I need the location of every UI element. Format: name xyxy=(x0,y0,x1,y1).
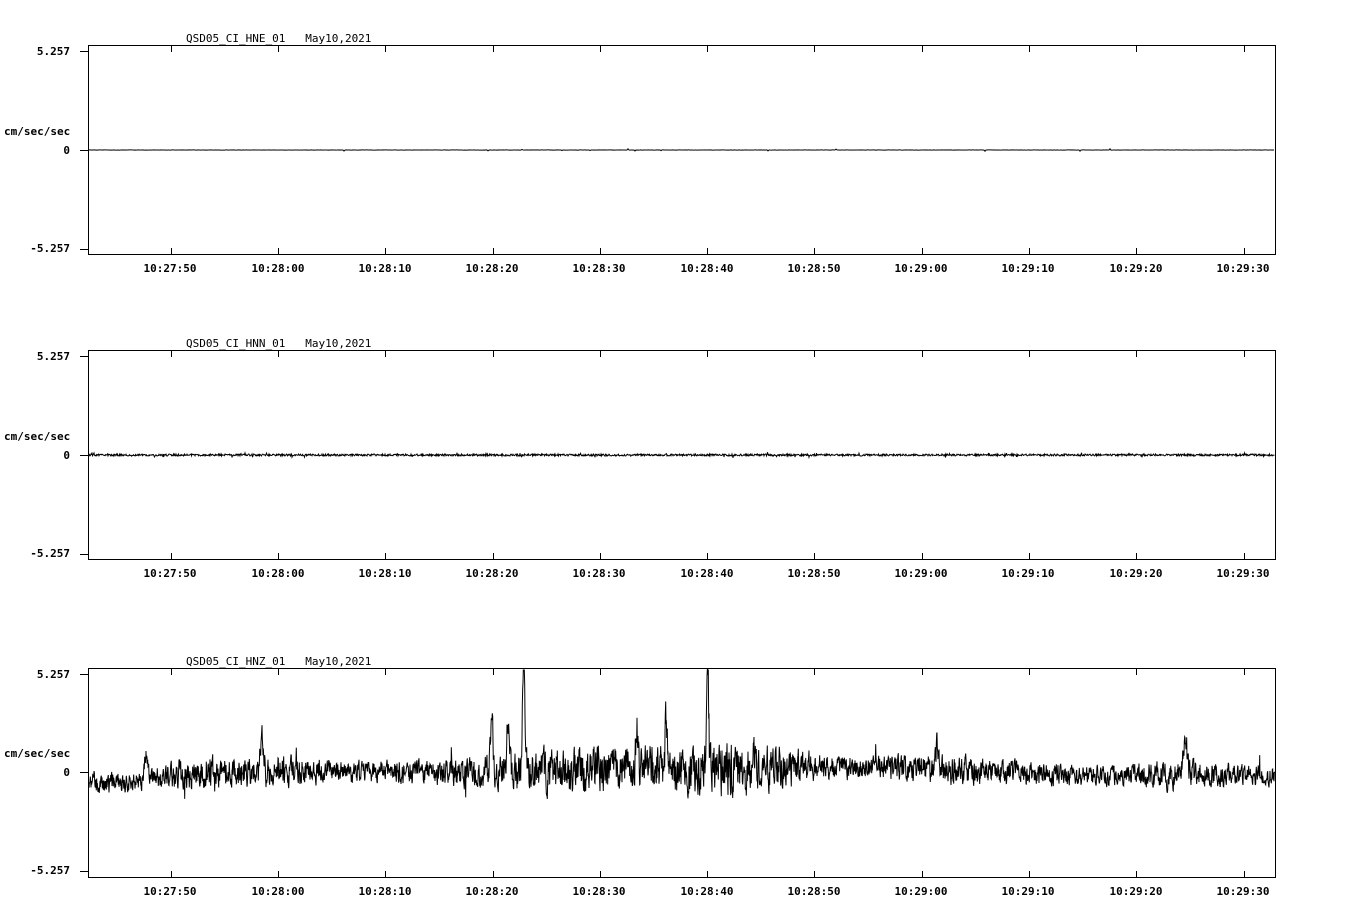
x-tick-mark-top xyxy=(922,351,923,357)
x-tick-mark-top xyxy=(600,351,601,357)
panel-title-hnn: QSD05_CI_HNN_01 May10,2021 xyxy=(186,337,372,350)
x-tick-mark xyxy=(922,248,923,254)
x-tick-mark xyxy=(600,248,601,254)
x-tick-hnz-7: 10:29:00 xyxy=(894,885,948,898)
x-tick-hnz-4: 10:28:30 xyxy=(572,885,626,898)
x-tick-hnz-9: 10:29:20 xyxy=(1109,885,1163,898)
x-tick-mark xyxy=(385,553,386,559)
y-axis-label-hne: cm/sec/sec xyxy=(4,125,71,138)
panel-hne xyxy=(0,0,1358,300)
x-tick-mark xyxy=(1029,553,1030,559)
y-tick-zero-hnz: 0 xyxy=(63,766,70,779)
y-tick-mark-hne-min xyxy=(80,249,88,250)
panel-title-hne: QSD05_CI_HNE_01 May10,2021 xyxy=(186,32,372,45)
x-tick-mark xyxy=(707,871,708,877)
x-tick-mark xyxy=(814,871,815,877)
x-tick-mark-top xyxy=(493,669,494,675)
x-tick-mark xyxy=(493,871,494,877)
x-tick-hnz-8: 10:29:10 xyxy=(1001,885,1055,898)
x-tick-mark-top xyxy=(1029,669,1030,675)
plot-area-hnz xyxy=(88,668,1276,878)
x-tick-hne-5: 10:28:40 xyxy=(680,262,734,275)
y-tick-mark-hnz-min xyxy=(80,871,88,872)
x-tick-mark-top xyxy=(278,351,279,357)
x-tick-mark xyxy=(600,553,601,559)
x-tick-hne-8: 10:29:10 xyxy=(1001,262,1055,275)
x-tick-mark-top xyxy=(493,351,494,357)
x-tick-mark-top xyxy=(493,46,494,52)
x-tick-mark xyxy=(493,248,494,254)
x-tick-mark-top xyxy=(1244,669,1245,675)
y-tick-mark-hne-zero xyxy=(80,150,88,151)
x-tick-mark-top xyxy=(600,46,601,52)
x-tick-hnn-0: 10:27:50 xyxy=(143,567,197,580)
x-tick-hnz-1: 10:28:00 xyxy=(251,885,305,898)
x-tick-mark-top xyxy=(1244,46,1245,52)
x-tick-mark-top xyxy=(600,669,601,675)
x-tick-hnz-0: 10:27:50 xyxy=(143,885,197,898)
x-tick-mark xyxy=(171,871,172,877)
y-tick-mark-hnz-zero xyxy=(80,772,88,773)
x-tick-hnn-2: 10:28:10 xyxy=(358,567,412,580)
x-tick-mark xyxy=(1136,553,1137,559)
x-tick-mark xyxy=(278,553,279,559)
x-tick-hnn-1: 10:28:00 xyxy=(251,567,305,580)
x-tick-hnz-10: 10:29:30 xyxy=(1216,885,1270,898)
x-tick-hnz-2: 10:28:10 xyxy=(358,885,412,898)
x-tick-hnn-4: 10:28:30 xyxy=(572,567,626,580)
x-tick-mark-top xyxy=(922,46,923,52)
x-tick-mark xyxy=(1244,248,1245,254)
x-tick-mark xyxy=(171,248,172,254)
y-tick-mark-hnn-max xyxy=(80,356,88,357)
x-tick-hnn-5: 10:28:40 xyxy=(680,567,734,580)
x-tick-mark xyxy=(1136,871,1137,877)
y-tick-mark-hnn-zero xyxy=(80,455,88,456)
y-tick-mark-hnz-max xyxy=(80,674,88,675)
x-tick-mark xyxy=(493,553,494,559)
y-tick-zero-hnn: 0 xyxy=(63,449,70,462)
x-tick-mark-top xyxy=(1244,351,1245,357)
x-tick-mark-top xyxy=(707,669,708,675)
x-tick-mark xyxy=(707,248,708,254)
y-tick-max-hnz: 5.257 xyxy=(36,668,70,681)
plot-area-hnn xyxy=(88,350,1276,560)
x-tick-mark-top xyxy=(922,669,923,675)
y-tick-max-hne: 5.257 xyxy=(36,45,70,58)
panel-title-hnz: QSD05_CI_HNZ_01 May10,2021 xyxy=(186,655,372,668)
x-tick-mark-top xyxy=(385,351,386,357)
x-tick-hnn-6: 10:28:50 xyxy=(787,567,841,580)
x-tick-mark-top xyxy=(171,46,172,52)
x-tick-mark-top xyxy=(385,46,386,52)
y-tick-zero-hne: 0 xyxy=(63,144,70,157)
x-tick-hnn-8: 10:29:10 xyxy=(1001,567,1055,580)
x-tick-hne-7: 10:29:00 xyxy=(894,262,948,275)
x-tick-mark xyxy=(707,553,708,559)
x-tick-hne-10: 10:29:30 xyxy=(1216,262,1270,275)
x-tick-mark xyxy=(1136,248,1137,254)
x-tick-mark-top xyxy=(814,669,815,675)
x-tick-hnn-10: 10:29:30 xyxy=(1216,567,1270,580)
x-tick-mark-top xyxy=(278,669,279,675)
x-tick-hne-2: 10:28:10 xyxy=(358,262,412,275)
x-tick-mark xyxy=(922,871,923,877)
trace-hnn xyxy=(89,351,1275,559)
x-tick-mark-top xyxy=(1136,351,1137,357)
x-tick-hnz-5: 10:28:40 xyxy=(680,885,734,898)
x-tick-mark-top xyxy=(278,46,279,52)
x-tick-mark xyxy=(278,871,279,877)
x-tick-mark xyxy=(922,553,923,559)
trace-hne xyxy=(89,46,1275,254)
x-tick-mark-top xyxy=(385,669,386,675)
x-tick-mark-top xyxy=(171,669,172,675)
y-axis-label-hnn: cm/sec/sec xyxy=(4,430,71,443)
y-tick-min-hne: -5.257 xyxy=(30,242,70,255)
y-tick-max-hnn: 5.257 xyxy=(36,350,70,363)
x-tick-mark xyxy=(278,248,279,254)
x-tick-mark-top xyxy=(1136,669,1137,675)
x-tick-mark xyxy=(814,248,815,254)
x-tick-mark-top xyxy=(171,351,172,357)
x-tick-mark xyxy=(600,871,601,877)
x-tick-hnn-7: 10:29:00 xyxy=(894,567,948,580)
x-tick-mark-top xyxy=(1029,351,1030,357)
x-tick-hne-4: 10:28:30 xyxy=(572,262,626,275)
x-tick-mark-top xyxy=(1136,46,1137,52)
trace-hnz xyxy=(89,669,1275,877)
x-tick-mark xyxy=(385,871,386,877)
x-tick-hnz-6: 10:28:50 xyxy=(787,885,841,898)
y-tick-min-hnn: -5.257 xyxy=(30,547,70,560)
x-tick-hne-6: 10:28:50 xyxy=(787,262,841,275)
x-tick-hne-3: 10:28:20 xyxy=(465,262,519,275)
x-tick-mark-top xyxy=(707,351,708,357)
x-tick-mark xyxy=(1244,871,1245,877)
x-tick-mark-top xyxy=(1029,46,1030,52)
x-tick-hnn-3: 10:28:20 xyxy=(465,567,519,580)
y-tick-min-hnz: -5.257 xyxy=(30,864,70,877)
panel-hnn xyxy=(0,305,1358,605)
x-tick-mark xyxy=(171,553,172,559)
x-tick-hnn-9: 10:29:20 xyxy=(1109,567,1163,580)
x-tick-mark-top xyxy=(814,46,815,52)
panel-hnz xyxy=(0,613,1358,923)
y-axis-label-hnz: cm/sec/sec xyxy=(4,747,71,760)
x-tick-mark-top xyxy=(814,351,815,357)
x-tick-mark-top xyxy=(707,46,708,52)
x-tick-hne-9: 10:29:20 xyxy=(1109,262,1163,275)
x-tick-mark xyxy=(814,553,815,559)
x-tick-hnz-3: 10:28:20 xyxy=(465,885,519,898)
x-tick-mark xyxy=(1244,553,1245,559)
x-tick-mark xyxy=(1029,248,1030,254)
plot-area-hne xyxy=(88,45,1276,255)
x-tick-mark xyxy=(385,248,386,254)
x-tick-hne-0: 10:27:50 xyxy=(143,262,197,275)
y-tick-mark-hnn-min xyxy=(80,554,88,555)
x-tick-hne-1: 10:28:00 xyxy=(251,262,305,275)
x-tick-mark xyxy=(1029,871,1030,877)
y-tick-mark-hne-max xyxy=(80,51,88,52)
